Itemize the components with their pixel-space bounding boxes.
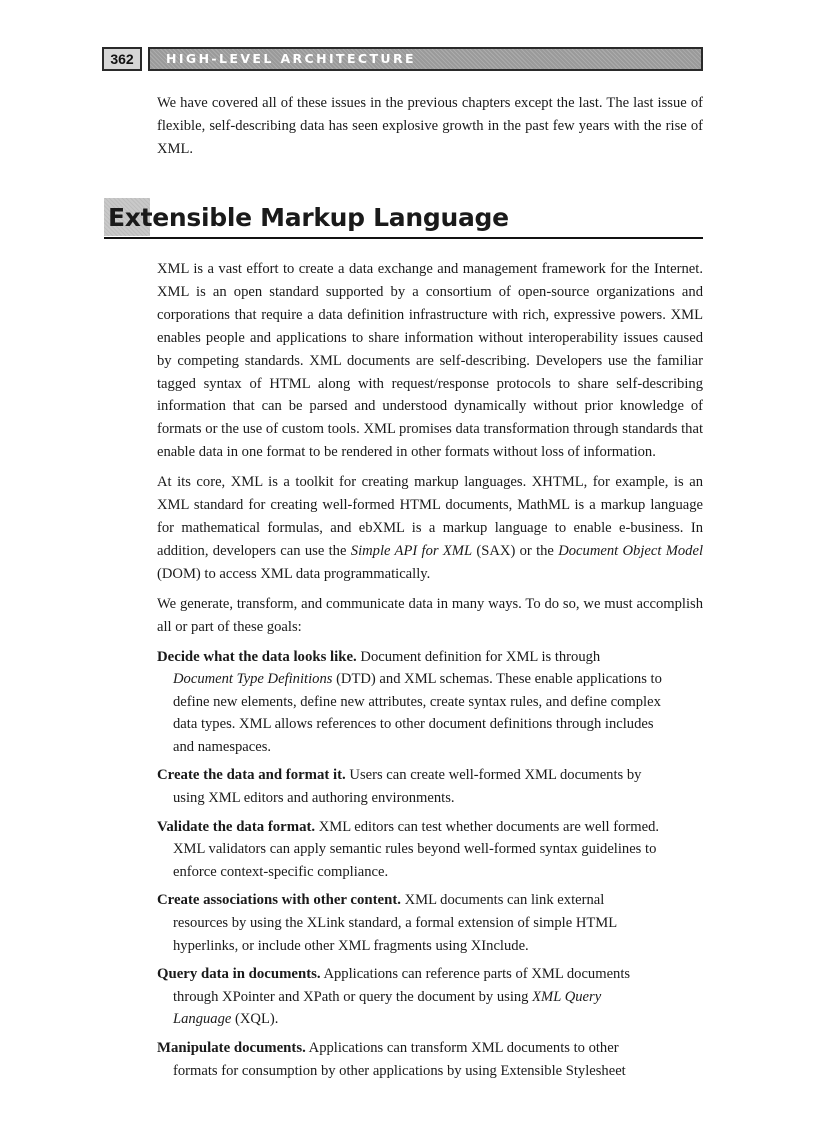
goal-text: define new elements, define new attributes, create syntax rules, and define complex (173, 693, 661, 710)
emphasis-sax: Simple API for XML (350, 542, 473, 559)
goal-term: Decide what the data looks like. (157, 648, 357, 665)
section-title: Extensible Markup Language (108, 203, 509, 232)
section-body (157, 258, 703, 1088)
goal-text: XML validators can apply semantic rules beyond well-formed syntax guidelines to (173, 841, 657, 858)
goal-text: (XQL). (231, 1011, 279, 1028)
text-run: (SAX) or the (472, 542, 559, 559)
goal-text: data types. XML allows references to other document definitions through includes (173, 716, 654, 733)
paragraph-xml-overview: XML is a vast effort to create a data exchange and management framework for the Internet. XML is an open standard supported by a consortium of open-source organizations and corporations that require a data definition infrastructure with rich, expressive powers. XML enables people and applications to share information without interoperability issues caused by competing standards. XML documents are self-describing. Developers use the familiar tagged syntax of HTML along with request/response protocols to share self-describing information that can be parsed and understood dynamically without prior knowledge of formats or the use of custom tools. XML promises data transformation through standards that enable data in one format to be rendered in other formats without loss of information. (157, 261, 703, 461)
goal-term: Manipulate documents. (157, 1040, 306, 1056)
goal-term: Query data in documents. (157, 966, 321, 983)
running-head: HIGH-LEVEL ARCHITECTURE (148, 47, 703, 71)
goal-text: Applications can transform XML documents to other (305, 1040, 619, 1056)
goal-text: XML editors can test whether documents are well formed. (315, 818, 660, 835)
goal-emphasis: Language (173, 1011, 232, 1028)
goal-item (157, 889, 703, 957)
intro-paragraph: We have covered all of these issues in the previous chapters except the last. The last issue of flexible, self-describing data has seen explosive growth in the past few years with the rise of XML. (157, 95, 703, 157)
heading-rule (104, 237, 703, 239)
section-heading (104, 198, 703, 242)
goal-text: formats for consumption by other applications by using Extensible Stylesheet (173, 1062, 626, 1079)
goal-text: Users can create well-formed XML documents by (345, 767, 642, 784)
goals-list (157, 646, 703, 1083)
goal-item (157, 1037, 703, 1082)
goal-term: Create the data and format it. (157, 767, 346, 784)
goal-emphasis: XML Query (532, 988, 602, 1005)
goal-term: Validate the data format. (157, 818, 316, 835)
goal-item (157, 764, 703, 809)
goal-text: (DTD) and XML schemas. These enable applications to (332, 671, 662, 688)
goal-item (157, 646, 703, 759)
goal-text: and namespaces. (173, 738, 272, 755)
goal-text: hyperlinks, or include other XML fragments using XInclude. (173, 937, 529, 954)
goal-text: using XML editors and authoring environments. (173, 790, 455, 807)
goal-text: XML documents can link external (400, 892, 605, 909)
goal-term: Create associations with other content. (157, 892, 401, 909)
goal-item (157, 816, 703, 884)
page-number: 362 (102, 47, 142, 71)
goal-text: resources by using the XLink standard, a formal extension of simple HTML (173, 915, 618, 932)
goal-emphasis: Document Type Definitions (173, 671, 333, 688)
emphasis-dom: Document Object Model (558, 542, 703, 559)
goal-item (157, 963, 703, 1031)
paragraph-goals-intro: We generate, transform, and communicate data in many ways. To do so, we must accomplish all or part of these goals: (157, 595, 703, 635)
page-header (102, 44, 703, 74)
goal-text: Applications can reference parts of XML documents (320, 966, 631, 983)
paragraph-xml-toolkit (157, 471, 703, 586)
goal-text: Document definition for XML is through (356, 648, 601, 665)
goal-text: enforce context-specific compliance. (173, 863, 389, 880)
text-run: (DOM) to access XML data programmatically. (157, 565, 431, 582)
goal-text: through XPointer and XPath or query the document by using (173, 988, 533, 1005)
text-run: At its core, XML is a toolkit for creating markup languages. XHTML, for example, is an XML standard for creating well-formed HTML documents, MathML is a markup language for mathematical formulas, and ebXML is a markup language to enable e-business. In addition, developers can use the (157, 474, 703, 559)
